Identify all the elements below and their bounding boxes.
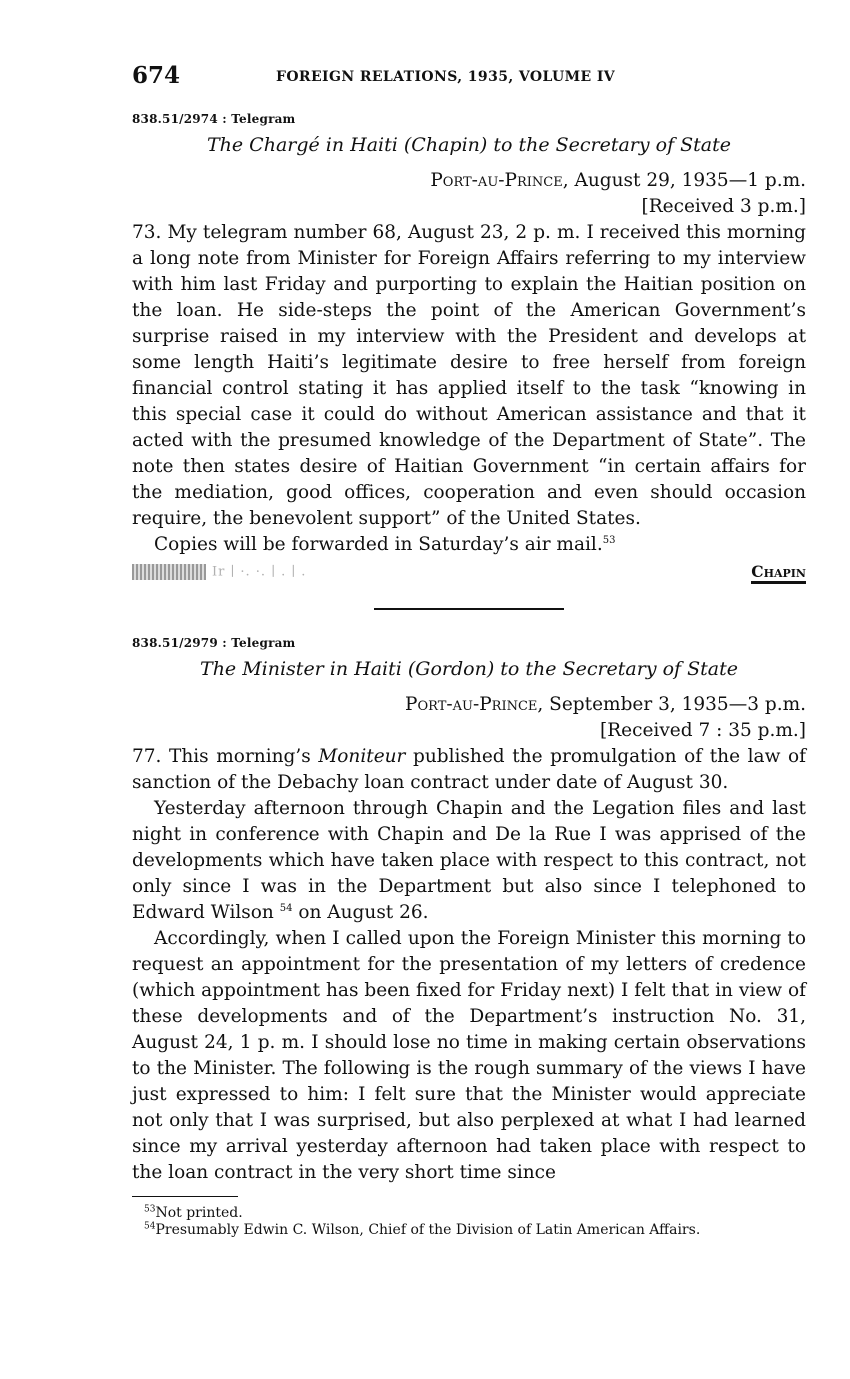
file-reference: 838.51/2979 : Telegram xyxy=(132,636,296,650)
telegram-paragraph: 73. My telegram number 68, August 23, 2 p. m. I received this morning a long note from Minister for Foreign Affairs referring to my interview with him last Friday and purporting to explain the Haitian position on the loan. He side-steps the point of the American Government’s surprise raised in my interview with the President and develops at some length Haiti’s legitimate desire to free herself from foreign financial control stating it has applied itself to the task “knowing in this special case it could do without American assistance and that it acted with the presumed knowledge of the Department of State”. The note then states desire of Haitian Government “in certain affairs for the mediation, good offices, cooperation and even should occasion require, the benevolent support” of the United States. xyxy=(132,222,806,529)
footnote xyxy=(132,1222,806,1239)
signature: Chapin xyxy=(751,562,806,584)
footnote-rule xyxy=(132,1196,238,1197)
library-stamp xyxy=(132,564,306,580)
telegram-paragraph xyxy=(132,532,806,558)
file-reference: 838.51/2974 : Telegram xyxy=(132,112,296,126)
footnote xyxy=(132,1205,806,1222)
telegram-paragraph: Accordingly, when I called upon the Foreign Minister this morning to request an appointment for the presentation of my letters of credence (which appointment has been fixed for Friday next) I felt that in view of these developments and of the Department’s instruction No. 31, August 24, 1 p. m. I should lose no time in making certain observations to the Minister. The following is the rough summary of the views I have just expressed to him: I felt sure that the Minister would appreciate not only that I was surprised, but also perplexed at what I had learned since my arrival yesterday afternoon had taken place with respect to the loan contract in the very short time since xyxy=(132,928,806,1183)
footnote-text: Not printed. xyxy=(155,1205,243,1221)
received-line: [Received 7 : 35 p.m.] xyxy=(600,720,806,741)
telegram-paragraph xyxy=(132,796,806,926)
received-line: [Received 3 p.m.] xyxy=(641,196,806,217)
dateline-date: August 29, 1935—1 p.m. xyxy=(568,170,806,191)
footnote-mark: 53 xyxy=(144,1204,156,1215)
document-title: The Minister in Haiti (Gordon) to the Secretary of State xyxy=(200,658,738,680)
stamp-text: Ir ∣ ·. ·. ∣ . ∣ . xyxy=(212,564,307,580)
dateline-date: September 3, 1935—3 p.m. xyxy=(543,694,806,715)
section-divider xyxy=(374,608,564,610)
dateline xyxy=(132,168,806,194)
dateline xyxy=(132,692,806,718)
footnote-mark: 53 xyxy=(602,534,616,546)
paragraph-text: 77. This morning’s xyxy=(132,746,319,767)
running-title: FOREIGN RELATIONS, 1935, VOLUME IV xyxy=(276,69,616,85)
running-header xyxy=(132,62,806,98)
stamp-barcode-graphic xyxy=(132,564,206,580)
telegram-paragraph xyxy=(132,744,806,796)
paragraph-text: Copies will be forwarded in Saturday’s air mail. xyxy=(154,534,603,555)
page-number: 674 xyxy=(132,62,181,89)
signature-row xyxy=(132,560,806,590)
footnote-text: Presumably Edwin C. Wilson, Chief of the Division of Latin American Affairs. xyxy=(155,1222,701,1238)
footnote-mark: 54 xyxy=(279,902,293,914)
newspaper-name: Moniteur xyxy=(318,746,406,767)
document-title: The Chargé in Haiti (Chapin) to the Secretary of State xyxy=(206,134,732,156)
footnote-mark: 54 xyxy=(144,1221,156,1232)
paragraph-text: Yesterday afternoon through Chapin and the Legation files and last night in conference with Chapin and De la Rue I was apprised of the developments which have taken place with respect to this contract, not only since I was in the Department but also since I telephoned to Edward Wilson xyxy=(132,798,806,923)
dateline-place: Port-au-Prince, xyxy=(430,170,569,191)
dateline-place: Port-au-Prince, xyxy=(405,694,544,715)
paragraph-text: on August 26. xyxy=(292,902,429,923)
document-page xyxy=(132,62,806,1239)
paragraph-text: published the promulgation of the law of sanction of the Debachy loan contract under date of August 30. xyxy=(132,746,806,793)
